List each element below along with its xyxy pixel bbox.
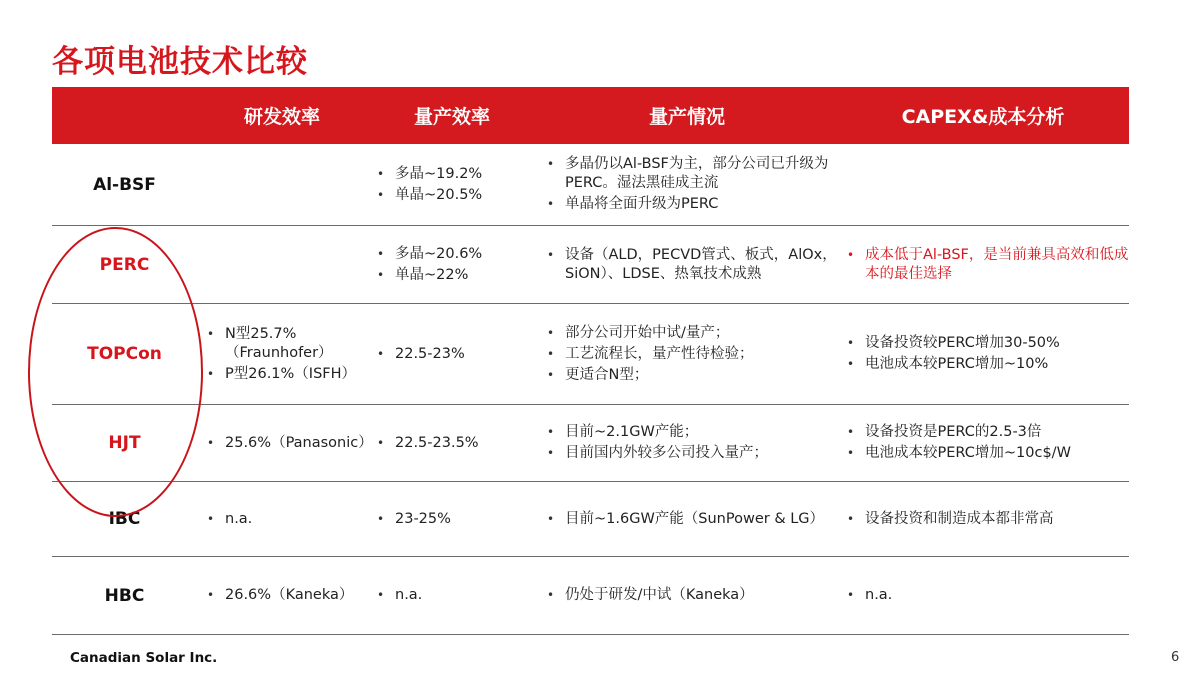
mass-cell — [367, 557, 537, 634]
list-item: • 设备投资较PERC增加30-50% — [843, 334, 1129, 353]
row-label: IBC — [108, 509, 141, 529]
mass-cell — [367, 144, 537, 225]
page-title: 各项电池技术比较 — [52, 44, 308, 80]
table-row-ibc — [52, 482, 1129, 557]
bullet-list — [373, 508, 537, 531]
table-row-perc — [52, 226, 1129, 304]
bullet-list — [203, 584, 367, 607]
bullet-list — [843, 332, 1129, 376]
list-item: • 单晶~20.5% — [373, 186, 537, 205]
list-item: • 目前~1.6GW产能（SunPower & LG） — [543, 510, 837, 529]
row-label-cell — [52, 144, 197, 225]
list-item: • 工艺流程长，量产性待检验； — [543, 345, 837, 364]
bullet-list — [543, 421, 837, 465]
bullet-list — [373, 343, 537, 366]
rd-cell — [197, 405, 373, 481]
row-label-cell — [52, 226, 197, 303]
table-row-hbc — [52, 557, 1129, 635]
row-label-cell — [52, 304, 197, 404]
table-row-hjt — [52, 405, 1129, 482]
bullet-list — [203, 432, 373, 455]
capex-cell — [837, 557, 1129, 634]
list-item: • 单晶将全面升级为PERC — [543, 195, 837, 214]
page-number: 6 — [1171, 650, 1180, 665]
bullet-list — [373, 584, 537, 607]
rd-cell — [197, 226, 367, 303]
list-item: • 单晶~22% — [373, 266, 537, 285]
bullet-list — [543, 244, 837, 286]
row-label-cell — [52, 557, 197, 634]
status-cell — [537, 405, 837, 481]
rd-cell — [197, 304, 367, 404]
capex-cell — [837, 482, 1129, 556]
list-item: • 23-25% — [373, 510, 537, 529]
mass-cell — [367, 304, 537, 404]
list-item: • 部分公司开始中试/量产； — [543, 324, 837, 343]
list-item: • 设备投资和制造成本都非常高 — [843, 510, 1129, 529]
mass-cell — [367, 226, 537, 303]
list-item: • 多晶~19.2% — [373, 165, 537, 184]
list-item: • N型25.7%（Fraunhofer） — [203, 325, 367, 363]
comparison-table — [52, 87, 1129, 635]
bullet-list — [543, 584, 837, 607]
status-cell — [537, 482, 837, 556]
rd-cell — [197, 482, 367, 556]
rd-cell — [197, 144, 367, 225]
row-label: HBC — [104, 585, 145, 606]
capex-cell — [837, 144, 1129, 225]
bullet-list — [373, 163, 537, 207]
status-cell — [537, 226, 837, 303]
list-item: • n.a. — [843, 586, 1129, 605]
bullet-list — [543, 322, 837, 387]
list-item: • 22.5-23% — [373, 345, 537, 364]
status-cell — [537, 304, 837, 404]
status-cell — [537, 557, 837, 634]
list-item: • n.a. — [203, 510, 367, 529]
bullet-list — [203, 323, 367, 386]
list-item: • n.a. — [373, 586, 537, 605]
list-item: • 更适合N型； — [543, 366, 837, 385]
header-capex-cost: CAPEX&成本分析 — [901, 106, 1065, 128]
row-label-cell — [52, 482, 197, 556]
list-item: • 目前~2.1GW产能； — [543, 423, 837, 442]
table-header-row — [52, 87, 1129, 144]
bullet-list — [203, 508, 367, 531]
capex-cell — [837, 304, 1129, 404]
bullet-list — [843, 421, 1129, 465]
list-item: • 仍处于研发/中试（Kaneka） — [543, 586, 837, 605]
bullet-list — [373, 243, 537, 287]
bullet-list — [843, 584, 1129, 607]
header-mass-efficiency: 量产效率 — [413, 106, 490, 128]
list-item: • 25.6%（Panasonic） — [203, 434, 367, 453]
bullet-list — [543, 153, 837, 216]
table-row-al-bsf — [52, 144, 1129, 226]
list-item: • 电池成本较PERC增加~10c$/W — [843, 444, 1129, 463]
capex-cell — [837, 226, 1129, 303]
bullet-list — [843, 508, 1129, 531]
company-name: Canadian Solar Inc. — [70, 650, 218, 666]
rd-cell — [197, 557, 367, 634]
mass-cell — [367, 482, 537, 556]
capex-cell — [837, 405, 1129, 481]
row-label: PERC — [99, 254, 150, 275]
bullet-list — [373, 432, 537, 455]
row-label: HJT — [108, 433, 141, 453]
list-item: • 22.5-23.5% — [373, 434, 537, 453]
list-item: • 设备（ALD，PECVD管式、板式，AlOx，SiON）、LDSE、热氧技术成熟 — [543, 246, 837, 284]
list-item: • 目前国内外较多公司投入量产； — [543, 444, 837, 463]
list-item: • 多晶仍以Al-BSF为主，部分公司已升级为PERC。湿法黑硅成主流 — [543, 155, 837, 193]
mass-cell — [367, 405, 537, 481]
row-label: Al-BSF — [93, 174, 156, 195]
list-item: • 设备投资是PERC的2.5-3倍 — [843, 423, 1129, 442]
list-item: • 电池成本较PERC增加~10% — [843, 355, 1129, 374]
table-row-topcon — [52, 304, 1129, 405]
status-cell — [537, 144, 837, 225]
list-item: • P型26.1%（ISFH） — [203, 365, 367, 384]
list-item: • 26.6%（Kaneka） — [203, 586, 367, 605]
header-rd-efficiency: 研发效率 — [243, 106, 320, 128]
row-label: TOPCon — [87, 344, 162, 364]
list-item: • 多晶~20.6% — [373, 245, 537, 264]
row-label-cell — [52, 405, 197, 481]
bullet-list — [843, 244, 1129, 286]
bullet-list — [543, 508, 837, 531]
list-item: • 成本低于Al-BSF，是当前兼具高效和低成本的最佳选择 — [843, 246, 1129, 284]
header-production-status: 量产情况 — [648, 106, 725, 128]
